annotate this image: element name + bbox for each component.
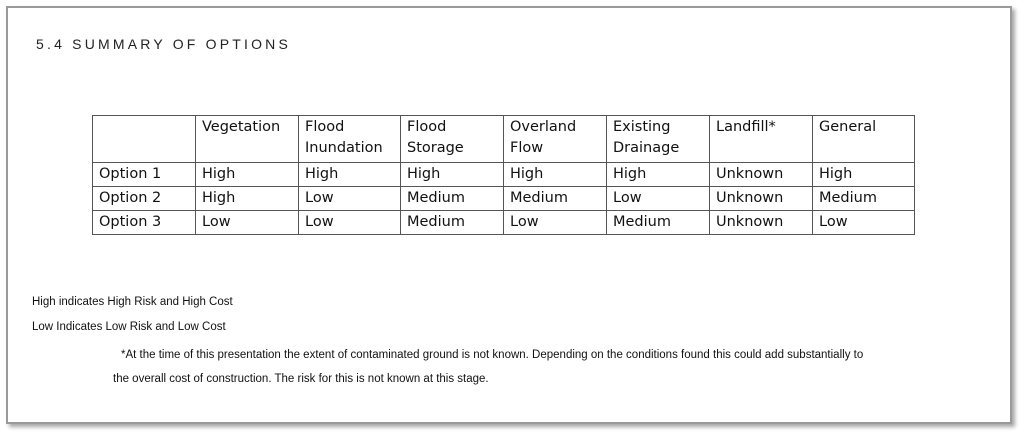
low-legend-note: Low Indicates Low Risk and Low Cost — [32, 321, 226, 333]
slide-frame — [6, 6, 1012, 424]
table-cell: High — [196, 163, 299, 187]
table-cell: Medium — [401, 211, 504, 235]
table-cell: Low — [504, 211, 607, 235]
table-cell: High — [813, 163, 915, 187]
header-cell-general: General — [813, 116, 915, 163]
table-header-row — [93, 116, 915, 163]
table-cell: High — [401, 163, 504, 187]
table-cell: Unknown — [710, 211, 813, 235]
section-title: 5.4 SUMMARY OF OPTIONS — [36, 36, 292, 52]
table-cell: Low — [813, 211, 915, 235]
table-cell: Low — [299, 187, 401, 211]
options-summary-table — [92, 115, 915, 235]
table-row — [93, 211, 915, 235]
table-cell: Unknown — [710, 163, 813, 187]
table-cell: Medium — [607, 211, 710, 235]
row-label: Option 3 — [93, 211, 196, 235]
header-cell-empty — [93, 116, 196, 163]
row-label: Option 1 — [93, 163, 196, 187]
high-legend-note: High indicates High Risk and High Cost — [32, 296, 233, 308]
footnote-line-2: the overall cost of construction. The risk for this is not known at this stage. — [113, 373, 489, 385]
table-row — [93, 163, 915, 187]
row-label: Option 2 — [93, 187, 196, 211]
table-cell: Medium — [504, 187, 607, 211]
table-row — [93, 187, 915, 211]
header-cell-existing-drainage: Existing Drainage — [607, 116, 710, 163]
header-cell-flood-inundation: Flood Inundation — [299, 116, 401, 163]
table-cell: High — [299, 163, 401, 187]
footnote-line-1: *At the time of this presentation the extent of contaminated ground is not known. Depending on the conditions found this could add substantially to — [121, 349, 864, 361]
table-cell: High — [504, 163, 607, 187]
table-cell: Low — [607, 187, 710, 211]
table-cell: High — [196, 187, 299, 211]
table-cell: Medium — [401, 187, 504, 211]
table-cell: High — [607, 163, 710, 187]
table-cell: Low — [196, 211, 299, 235]
header-cell-vegetation: Vegetation — [196, 116, 299, 163]
table-cell: Medium — [813, 187, 915, 211]
header-cell-landfill: Landfill* — [710, 116, 813, 163]
landfill-footnote — [113, 343, 993, 391]
table-cell: Unknown — [710, 187, 813, 211]
table-cell: Low — [299, 211, 401, 235]
header-cell-overland-flow: Overland Flow — [504, 116, 607, 163]
header-cell-flood-storage: Flood Storage — [401, 116, 504, 163]
